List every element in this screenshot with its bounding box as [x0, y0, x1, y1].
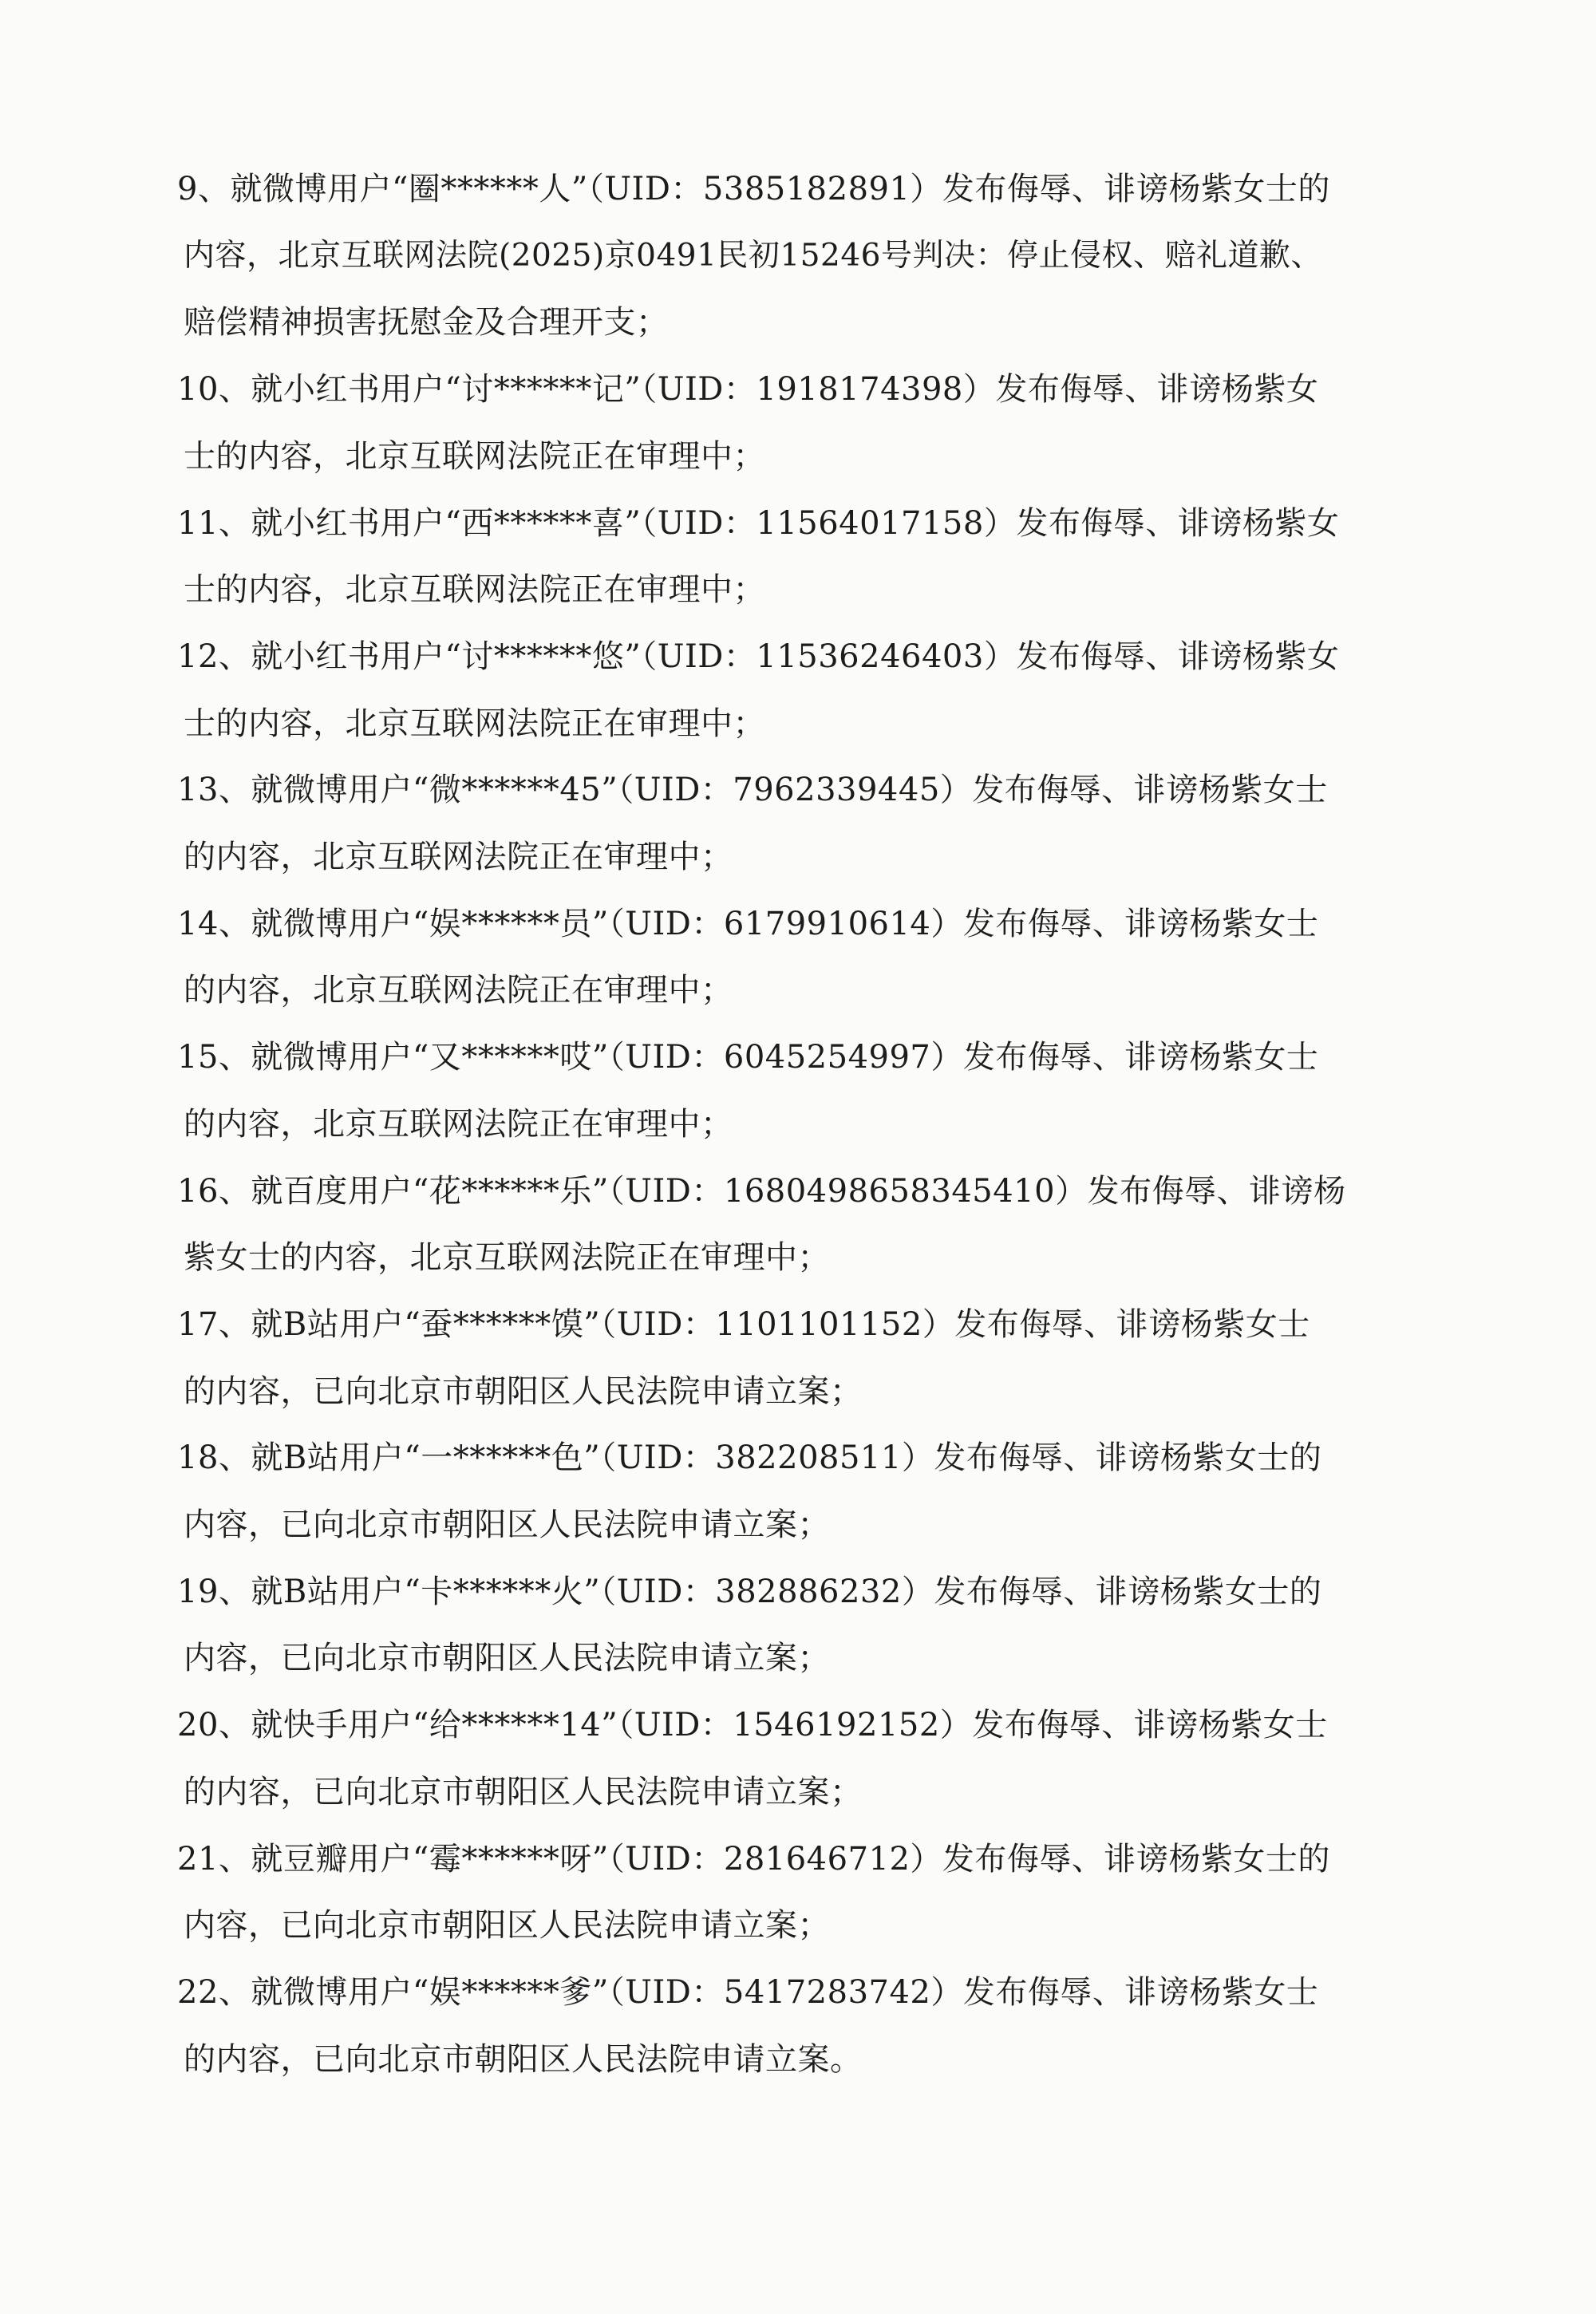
entry-first-line: 10、就小红书用户“讨******记”（UID：1918174398）发布侮辱、诽谤杨紫女 [177, 371, 1319, 408]
entry-continuation-line: 士的内容，北京互联网法院正在审理中； [184, 438, 765, 475]
entry-continuation-line: 的内容，北京互联网法院正在审理中； [184, 1106, 733, 1143]
entry-first-line: 15、就微博用户“又******哎”（UID：6045254997）发布侮辱、诽谤杨紫女士 [177, 1039, 1319, 1076]
entry-continuation-line: 赔偿精神损害抚慰金及合理开支； [184, 304, 669, 341]
entry-continuation-line: 的内容，北京互联网法院正在审理中； [184, 972, 733, 1009]
entry-continuation-line: 的内容，已向北京市朝阳区人民法院申请立案。 [184, 2041, 863, 2078]
entry-first-line: 14、就微博用户“娱******员”（UID：6179910614）发布侮辱、诽谤杨紫女士 [177, 906, 1319, 942]
entry-continuation-line: 内容，已向北京市朝阳区人民法院申请立案； [184, 1640, 830, 1676]
entry-first-line: 12、就小红书用户“讨******悠”（UID：11536246403）发布侮辱、诽谤杨紫女 [177, 638, 1340, 675]
entry-first-line: 20、就快手用户“给******14”（UID：1546192152）发布侮辱、诽谤杨紫女士 [177, 1707, 1328, 1743]
entry-first-line: 17、就B站用户“蚕******馍”（UID：1101101152）发布侮辱、诽谤杨紫女士 [177, 1306, 1310, 1343]
entry-continuation-line: 内容，北京互联网法院(2025)京0491民初15246号判决：停止侵权、赔礼道歉、 [184, 238, 1323, 274]
entry-first-line: 22、就微博用户“娱******爹”（UID：5417283742）发布侮辱、诽谤杨紫女士 [177, 1974, 1319, 2011]
entry-continuation-line: 的内容，已向北京市朝阳区人民法院申请立案； [184, 1373, 863, 1410]
entry-continuation-line: 内容，已向北京市朝阳区人民法院申请立案； [184, 1506, 830, 1543]
entry-first-line: 21、就豆瓣用户“霉******呀”（UID：281646712）发布侮辱、诽谤杨紫女士的 [177, 1841, 1330, 1878]
entry-continuation-line: 内容，已向北京市朝阳区人民法院申请立案； [184, 1907, 830, 1944]
entry-continuation-line: 士的内容，北京互联网法院正在审理中； [184, 705, 765, 742]
entry-first-line: 9、就微博用户“圈******人”（UID：5385182891）发布侮辱、诽谤杨紫女士的 [177, 171, 1330, 207]
entry-first-line: 11、就小红书用户“西******喜”（UID：11564017158）发布侮辱、诽谤杨紫女 [177, 505, 1340, 542]
entry-continuation-line: 的内容，北京互联网法院正在审理中； [184, 839, 733, 875]
entry-first-line: 16、就百度用户“花******乐”（UID：1680498658345410）发布侮辱、诽谤杨 [177, 1173, 1346, 1210]
entry-first-line: 18、就B站用户“一******色”（UID：382208511）发布侮辱、诽谤杨紫女士的 [177, 1439, 1322, 1476]
entry-first-line: 13、就微博用户“微******45”（UID：7962339445）发布侮辱、诽谤杨紫女士 [177, 772, 1328, 808]
entry-continuation-line: 的内容，已向北京市朝阳区人民法院申请立案； [184, 1774, 863, 1811]
entry-continuation-line: 紫女士的内容，北京互联网法院正在审理中； [184, 1239, 830, 1276]
entry-continuation-line: 士的内容，北京互联网法院正在审理中； [184, 571, 765, 608]
entry-first-line: 19、就B站用户“卡******火”（UID：382886232）发布侮辱、诽谤杨紫女士的 [177, 1574, 1322, 1610]
